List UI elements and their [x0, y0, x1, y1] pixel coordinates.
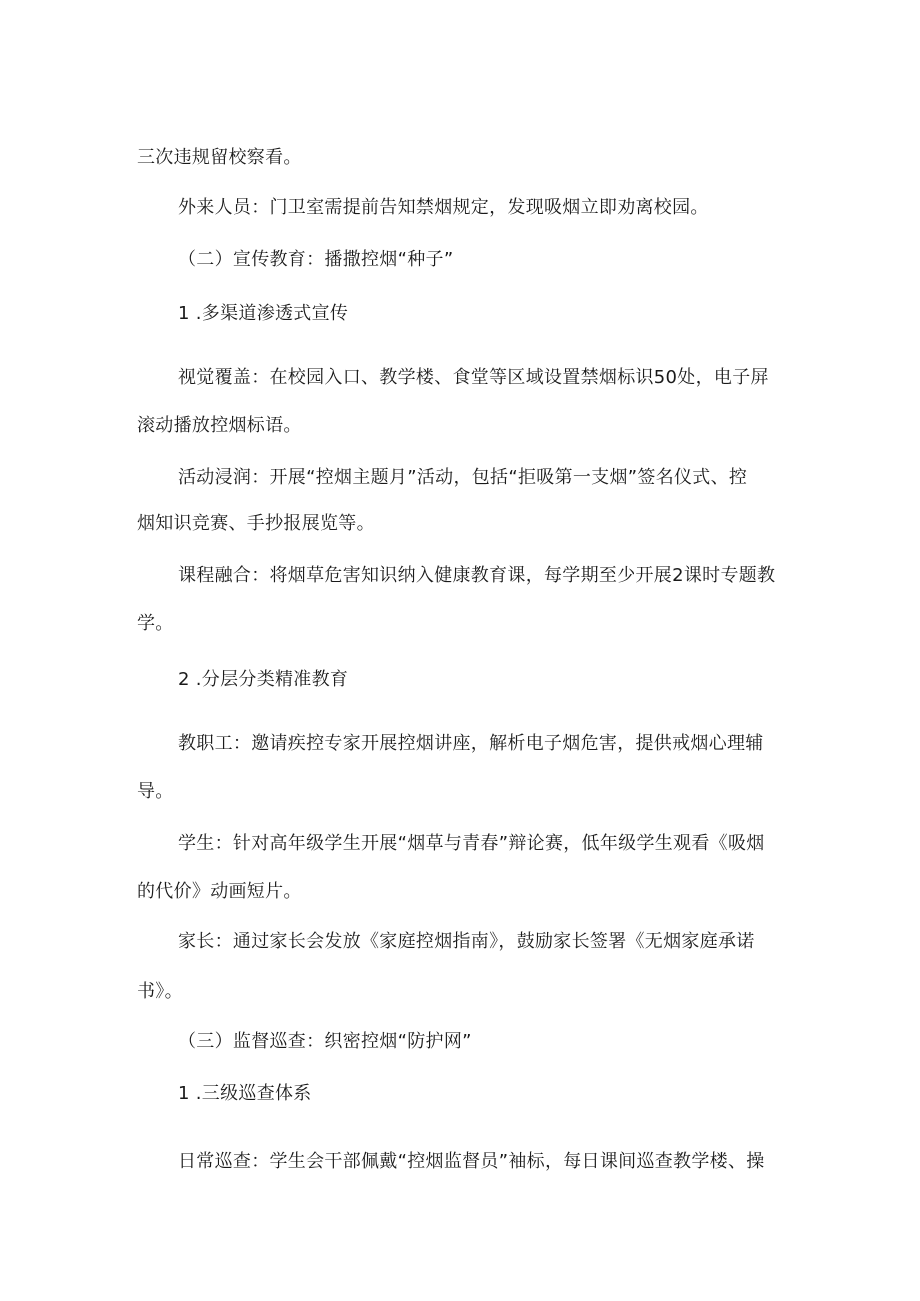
- paragraph-line: 学。: [137, 613, 174, 634]
- paragraph-line: 滚动播放控烟标语。: [137, 415, 302, 436]
- paragraph-line: 课程融合：将烟草危害知识纳入健康教育课，每学期至少开展2课时专题教: [178, 565, 776, 586]
- paragraph-line: 外来人员：门卫室需提前告知禁烟规定，发现吸烟立即劝离校园。: [178, 197, 709, 218]
- paragraph-line: 教职工：邀请疾控专家开展控烟讲座，解析电子烟危害，提供戒烟心理辅: [178, 733, 764, 754]
- paragraph-line: 学生：针对高年级学生开展“烟草与青春”辩论赛，低年级学生观看《吸烟: [178, 833, 765, 854]
- subsection-heading: 1 .三级巡查体系: [178, 1083, 312, 1104]
- paragraph-line: 导。: [137, 781, 174, 802]
- paragraph-line: 日常巡查：学生会干部佩戴“控烟监督员”袖标，每日课间巡查教学楼、操: [178, 1151, 765, 1172]
- paragraph-line: 三次违规留校察看。: [137, 147, 302, 168]
- section-heading: （三）监督巡查：织密控烟“防护网”: [178, 1031, 472, 1052]
- section-heading: （二）宣传教育：播撒控烟“种子”: [178, 249, 454, 270]
- paragraph-line: 书》。: [137, 981, 183, 1002]
- subsection-heading: 1 .多渠道渗透式宣传: [178, 303, 349, 324]
- paragraph-line: 视觉覆盖：在校园入口、教学楼、食堂等区域设置禁烟标识50处，电子屏: [178, 367, 769, 388]
- paragraph-line: 的代价》动画短片。: [137, 881, 302, 902]
- paragraph-line: 家长：通过家长会发放《家庭控烟指南》，鼓励家长签署《无烟家庭承诺: [178, 931, 755, 952]
- paragraph-line: 烟知识竞赛、手抄报展览等。: [137, 513, 375, 534]
- paragraph-line: 活动浸润：开展“控烟主题月”活动，包括“拒吸第一支烟”签名仪式、控: [178, 467, 748, 488]
- subsection-heading: 2 .分层分类精准教育: [178, 669, 349, 690]
